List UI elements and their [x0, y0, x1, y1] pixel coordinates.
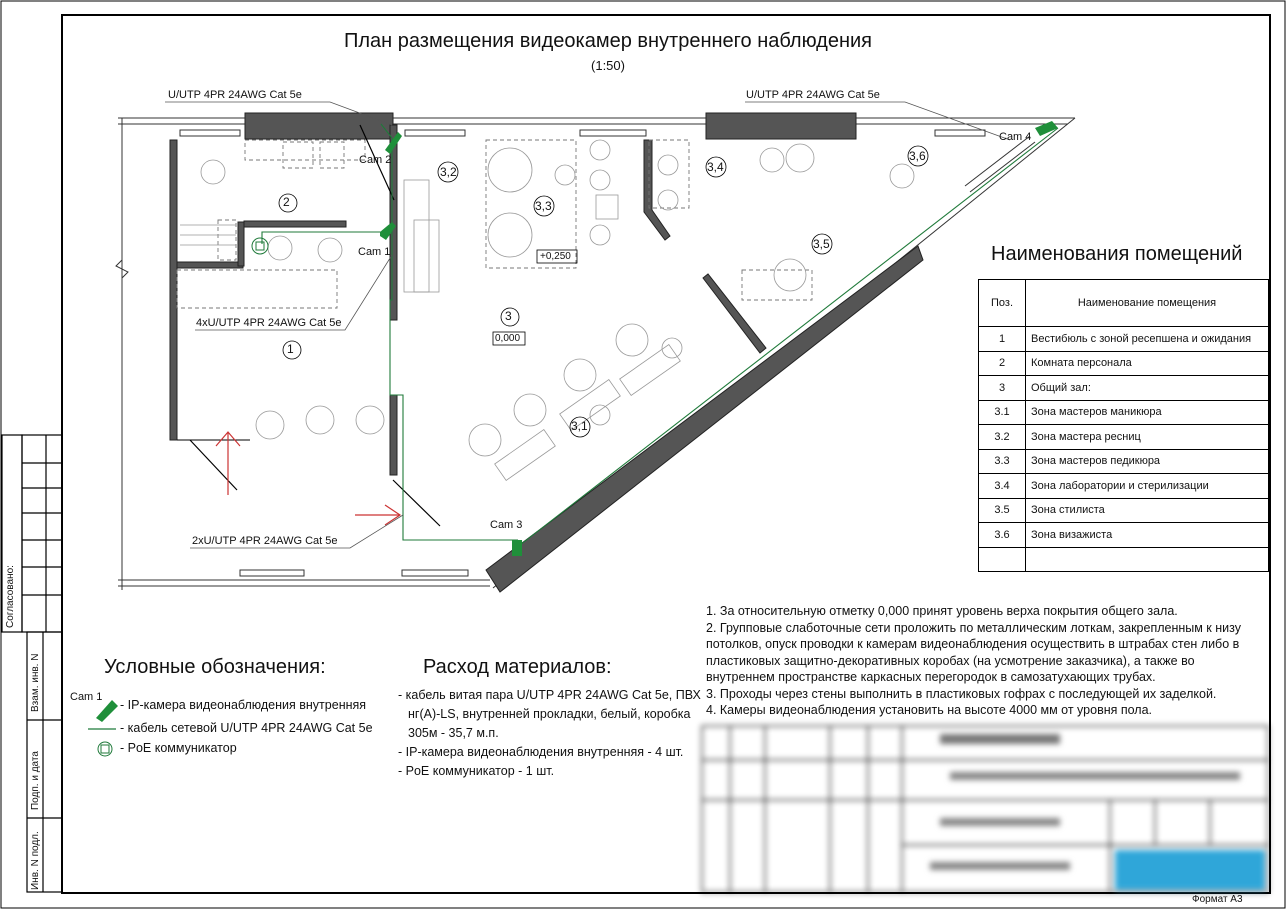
- stamp-sign-date: Подп. и дата: [30, 751, 41, 810]
- legend-item-cable: - кабель сетевой U/UTP 4PR 24AWG Cat 5e: [120, 721, 373, 735]
- cable-label-mid-left: 4xU/UTP 4PR 24AWG Cat 5e: [196, 317, 342, 329]
- cam4-icon: [1035, 121, 1058, 136]
- table-header-name: Наименование помещения: [1026, 280, 1269, 327]
- room-number-3-label: 3: [505, 309, 512, 323]
- table-cell-pos: 2: [979, 351, 1026, 376]
- table-cell-name: Вестибюль с зоной ресепшена и ожидания: [1026, 327, 1269, 352]
- cam3-icon: [512, 540, 522, 556]
- room-number-3-5-label: 3,5: [813, 237, 830, 251]
- note-item: 1. За относительную отметку 0,000 принят уровень верха покрытия общего зала.: [706, 604, 1178, 618]
- cable-routes: [262, 124, 1058, 545]
- stamp-inv-replace: Взам. инв. N: [30, 653, 41, 712]
- room-number-3-4-label: 3,4: [707, 160, 724, 174]
- table-cell-pos: 1: [979, 327, 1026, 352]
- table-cell-name: Зона мастера ресниц: [1026, 425, 1269, 450]
- legend-camera-icon: [96, 700, 118, 722]
- table-row: [979, 547, 1269, 572]
- cam2-label: Cam 2: [359, 154, 392, 166]
- level-main: 0,000: [495, 333, 521, 344]
- table-cell-pos: 3.3: [979, 449, 1026, 474]
- rooms-table-title: Наименования помещений: [991, 243, 1243, 265]
- table-header-row: [979, 280, 1269, 327]
- table-cell-pos: 3: [979, 376, 1026, 401]
- table-cell-name: Зона визажиста: [1026, 523, 1269, 548]
- room-number-3-2-label: 3,2: [440, 165, 457, 179]
- table-cell-name: Зона лаборатории и стерилизации: [1026, 474, 1269, 499]
- room-number-2-label: 1: [287, 342, 294, 356]
- cable-label-bottom-left: 2xU/UTP 4PR 24AWG Cat 5e: [192, 535, 338, 547]
- table-row: [979, 498, 1269, 523]
- table-cell-pos: 3.6: [979, 523, 1026, 548]
- materials-item: - PoE коммуникатор - 1 шт.: [398, 764, 555, 778]
- note-item: 4. Камеры видеонаблюдения установить на высоте 4000 мм от уровня пола.: [706, 703, 1153, 717]
- room-number-3-1-label: 3,1: [571, 419, 588, 433]
- table-row: [979, 376, 1269, 401]
- cam1-label: Cam 1: [358, 246, 391, 258]
- table-cell-name: Комната персонала: [1026, 351, 1269, 376]
- stamp-inv-orig: Инв. N подл.: [30, 831, 41, 890]
- table-row: [979, 327, 1269, 352]
- room-number-3-3-label: 3,3: [535, 199, 552, 213]
- table-row: [979, 400, 1269, 425]
- cam4-label: Cam 4: [999, 131, 1032, 143]
- table-row: [979, 449, 1269, 474]
- legend-poe-icon: [98, 742, 112, 756]
- room-number-3-6-label: 3,6: [909, 149, 926, 163]
- table-cell-pos: 3.2: [979, 425, 1026, 450]
- legend-item-poe: - PoE коммуникатор: [120, 741, 237, 755]
- note-item: 2. Групповые слаботочные сети проложить по металлическим лоткам, закрепленным к низу потолков, опуск проводки к камерам видеонаблюдения осуществить в штрабах стен либо в пластиковых защитно-декоративных коробах (на усмотрение заказчика), а также во внутреннем пространстве каркасных перегородок в самозатухающих трубах.: [706, 620, 1241, 684]
- table-row: [979, 523, 1269, 548]
- cam3-label: Cam 3: [490, 519, 523, 531]
- entrance-arrows: [216, 432, 400, 525]
- materials-item: - IP-камера видеонаблюдения внутренняя - 4 шт.: [398, 745, 684, 759]
- table-cell-pos: [979, 547, 1026, 572]
- materials-title: Расход материалов:: [423, 656, 612, 678]
- stamp-agreed: Согласовано:: [5, 565, 16, 628]
- table-row: [979, 425, 1269, 450]
- rooms-table: [978, 279, 1269, 572]
- table-header-pos: Поз.: [979, 280, 1026, 327]
- level-pedicure: +0,250: [540, 251, 571, 262]
- note-item: 3. Проходы через стены выполнить в пластиковых гофрах с последующей их заделкой.: [706, 686, 1217, 701]
- poe-communicator-icon: [252, 238, 268, 254]
- table-row: [979, 474, 1269, 499]
- legend-title: Условные обозначения:: [104, 656, 326, 678]
- table-cell-name: Зона стилиста: [1026, 498, 1269, 523]
- table-cell-pos: 3.1: [979, 400, 1026, 425]
- table-cell-pos: 3.5: [979, 498, 1026, 523]
- table-cell-name: Зона мастеров педикюра: [1026, 449, 1269, 474]
- title-block: [702, 726, 1268, 892]
- materials-item: - кабель витая пара U/UTP 4PR 24AWG Cat 5e, ПВХ нг(А)-LS, внутренней прокладки, белый, коробка 305м - 35,7 м.п.: [398, 688, 701, 740]
- table-row: [979, 351, 1269, 376]
- table-cell-name: Общий зал:: [1026, 376, 1269, 401]
- legend-item-camera: - IP-камера видеонаблюдения внутренняя: [120, 698, 367, 712]
- cable-label-top-right: U/UTP 4PR 24AWG Cat 5e: [746, 89, 880, 101]
- table-cell-name: Зона мастеров маникюра: [1026, 400, 1269, 425]
- legend-camera-tag: Cam 1: [70, 691, 103, 703]
- table-cell-name: [1026, 547, 1269, 572]
- drawing-scale: (1:50): [591, 58, 625, 73]
- cable-label-top-left: U/UTP 4PR 24AWG Cat 5e: [168, 89, 302, 101]
- chairs-tables: [180, 140, 914, 480]
- table-cell-pos: 3.4: [979, 474, 1026, 499]
- camera-markers: [380, 121, 1058, 556]
- general-notes: [706, 603, 1246, 719]
- drawing-title: План размещения видеокамер внутреннего наблюдения: [344, 30, 872, 52]
- materials-list: [398, 686, 708, 781]
- room-number-1-label: 2: [283, 195, 290, 209]
- sheet-format: Формат А3: [1192, 894, 1243, 905]
- windows: [180, 130, 1035, 576]
